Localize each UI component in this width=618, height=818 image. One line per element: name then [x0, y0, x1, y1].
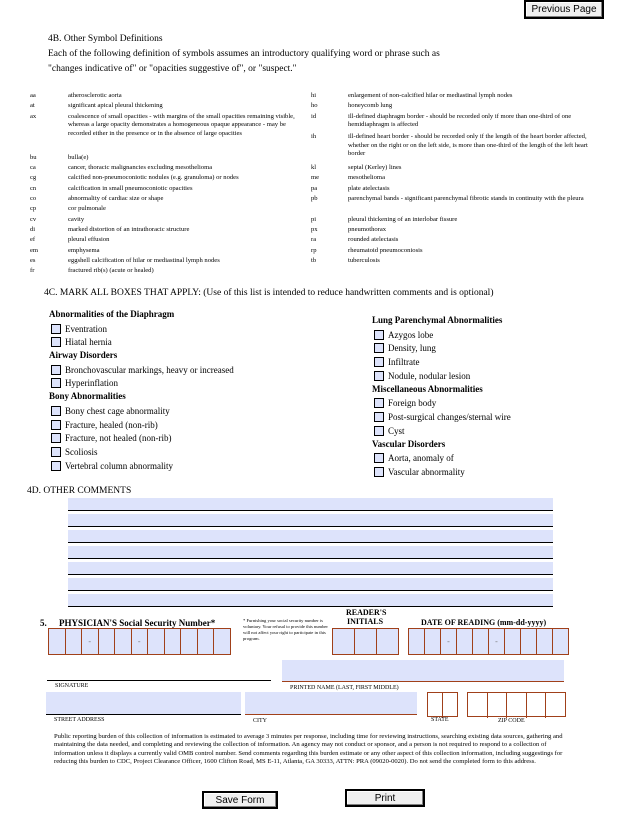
- character-box[interactable]: [443, 693, 457, 718]
- checkbox-label: Fracture, healed (non-rib): [65, 419, 158, 430]
- checkbox[interactable]: [374, 453, 384, 463]
- symbol-code: id: [311, 112, 317, 120]
- date-of-reading-label: DATE OF READING (mm-dd-yyyy): [421, 618, 547, 627]
- checkbox-item[interactable]: [374, 466, 465, 478]
- symbol-code: tb: [311, 256, 317, 264]
- symbol-code: pa: [311, 184, 318, 192]
- character-box[interactable]: [198, 629, 215, 654]
- readers-initials-label-2: INITIALS: [347, 617, 384, 626]
- checkbox-label: Vascular abnormality: [388, 466, 465, 477]
- symbol-definition: bulla(e): [68, 153, 89, 161]
- city-label: CITY: [253, 718, 267, 724]
- checkbox-label: Hiatal hernia: [65, 337, 112, 348]
- symbol-definition: eggshell calcification of hilar or mediastinal lymph nodes: [68, 256, 220, 264]
- character-box[interactable]: [148, 629, 165, 654]
- symbol-code: es: [30, 256, 36, 264]
- symbol-code: kl: [311, 164, 317, 172]
- checkbox[interactable]: [51, 324, 61, 334]
- symbol-definition: coalescence of small opacities - with margins of the small opacities remaining visible, whereas a large opacity demonstrates a homogeneous opaque appearance - may be recorded either in the presence or in the absence of large opacities: [68, 112, 295, 137]
- checkbox-category-heading: Lung Parenchymal Abnormalities: [372, 315, 503, 325]
- character-box[interactable]: [333, 629, 355, 654]
- character-box[interactable]: [49, 629, 66, 654]
- checkbox[interactable]: [374, 398, 384, 408]
- checkbox[interactable]: [51, 447, 61, 457]
- checkbox[interactable]: [374, 343, 384, 353]
- symbol-definition: significant apical pleural thickening: [68, 102, 163, 110]
- character-box[interactable]: -: [132, 629, 149, 654]
- zip-code-label: ZIP CODE: [498, 718, 525, 724]
- character-box[interactable]: [527, 693, 547, 718]
- symbol-definition: cancer, thoracic malignancies excluding mesothelioma: [68, 164, 213, 172]
- checkbox-item[interactable]: [51, 432, 171, 444]
- checkbox[interactable]: [374, 371, 384, 381]
- section-4b-title: 4B. Other Symbol Definitions: [48, 34, 163, 44]
- checkbox-item[interactable]: [374, 329, 433, 341]
- checkbox-item[interactable]: [51, 323, 107, 335]
- checkbox[interactable]: [51, 461, 61, 471]
- street-address-input[interactable]: [46, 692, 241, 715]
- street-address-label: STREET ADDRESS: [54, 717, 105, 723]
- character-box[interactable]: -: [82, 629, 99, 654]
- character-box[interactable]: [409, 629, 425, 654]
- section-4b-intro-line2: "changes indicative of" or "opacities suggestive of", or "suspect.": [48, 64, 297, 74]
- character-box[interactable]: [425, 629, 441, 654]
- symbol-code: pi: [311, 215, 317, 223]
- symbol-code: me: [311, 174, 320, 182]
- symbol-definition: tuberculosis: [348, 256, 380, 264]
- state-input-boxes[interactable]: [427, 692, 458, 717]
- comment-line-input[interactable]: [68, 530, 553, 543]
- character-box[interactable]: [521, 629, 537, 654]
- character-box[interactable]: [488, 693, 508, 718]
- checkbox[interactable]: [51, 433, 61, 443]
- checkbox-label: Bronchovascular markings, heavy or increased: [65, 364, 234, 375]
- checkbox-category-heading: Bony Abnormalities: [49, 391, 126, 402]
- checkbox-label: Post-surgical changes/sternal wire: [388, 412, 511, 422]
- zip-code-input-boxes[interactable]: [467, 692, 566, 717]
- checkbox[interactable]: [51, 378, 61, 388]
- checkbox[interactable]: [374, 330, 384, 340]
- symbol-code: cg: [30, 174, 37, 182]
- section-4c-title: 4C. MARK ALL BOXES THAT APPLY: (Use of this list is intended to reduce handwritten comments and is optional): [44, 288, 494, 298]
- checkbox-item[interactable]: [374, 370, 470, 382]
- symbol-definition: plate atelectasis: [348, 184, 390, 192]
- symbol-definition: pneumothorax: [348, 225, 387, 233]
- character-box[interactable]: [457, 629, 473, 654]
- checkbox-label: Vertebral column abnormality: [65, 460, 173, 471]
- checkbox-label: Foreign body: [388, 398, 437, 409]
- checkbox-label: Bony chest cage abnormality: [65, 405, 170, 416]
- character-box[interactable]: [553, 629, 568, 654]
- comment-line-input[interactable]: [68, 546, 553, 559]
- checkbox[interactable]: [51, 337, 61, 347]
- checkbox[interactable]: [51, 420, 61, 430]
- signature-label: SIGNATURE: [55, 683, 89, 689]
- comment-line-input[interactable]: [68, 594, 553, 607]
- character-box[interactable]: -: [441, 629, 457, 654]
- date-of-reading-boxes[interactable]: [408, 628, 569, 655]
- city-input[interactable]: [245, 692, 417, 715]
- symbol-definition: rheumatoid pneumoconiosis: [348, 246, 423, 254]
- symbol-definition: ill-defined diaphragm border - should be recorded only if more than one-third of one hemidiaphragm is affected: [348, 112, 572, 129]
- section-5-number: 5.: [40, 618, 47, 628]
- save-form-button[interactable]: Save Form: [202, 791, 278, 809]
- character-box[interactable]: [115, 629, 132, 654]
- character-box[interactable]: [377, 629, 398, 654]
- checkbox-label: Fracture, not healed (non-rib): [65, 433, 172, 444]
- checkbox[interactable]: [374, 467, 384, 477]
- symbol-code: at: [30, 102, 35, 110]
- checkbox-item[interactable]: [51, 336, 112, 348]
- symbol-code: hi: [311, 92, 317, 99]
- symbol-definition: calcified non-pneumoconiotic nodules (e.g. granuloma) or nodes: [68, 174, 239, 182]
- character-box[interactable]: [468, 693, 488, 718]
- character-box[interactable]: -: [489, 629, 505, 654]
- symbol-code: cn: [30, 184, 37, 192]
- symbol-definition: enlargement of non-calcified hilar or mediastinal lymph nodes: [348, 92, 513, 99]
- print-button[interactable]: Print: [345, 789, 425, 807]
- symbol-definition: abnormality of cardiac size or shape: [68, 195, 164, 202]
- checkbox-item[interactable]: [51, 446, 98, 458]
- ssn-input-boxes[interactable]: [48, 628, 231, 655]
- symbol-code: aa: [30, 92, 36, 99]
- character-box[interactable]: [505, 629, 521, 654]
- checkbox-label: Nodule, nodular lesion: [388, 370, 471, 381]
- symbol-definition: cor pulmonale: [68, 205, 106, 213]
- checkbox[interactable]: [51, 406, 61, 416]
- character-box[interactable]: [66, 629, 83, 654]
- checkbox-item[interactable]: [374, 356, 419, 368]
- character-box[interactable]: [507, 693, 527, 718]
- character-box[interactable]: [546, 693, 565, 718]
- checkbox-item[interactable]: [374, 411, 511, 423]
- readers-initials-label-1: READER'S: [346, 608, 387, 617]
- readers-initials-boxes[interactable]: [332, 628, 399, 655]
- character-box[interactable]: [165, 629, 182, 654]
- checkbox-category-heading: Vascular Disorders: [372, 438, 446, 449]
- checkbox-item[interactable]: [374, 342, 436, 354]
- checkbox[interactable]: [374, 412, 384, 422]
- comment-line-input[interactable]: [68, 514, 553, 527]
- section-4b-intro-line1: Each of the following definition of symbols assumes an introductory qualifying word or phrase such as: [48, 49, 440, 59]
- symbol-definition: fractured rib(s) (acute or healed): [68, 267, 154, 275]
- character-box[interactable]: [473, 629, 489, 654]
- checkbox-item[interactable]: [374, 452, 454, 464]
- checkbox-item[interactable]: [51, 405, 170, 417]
- checkbox-label: Scoliosis: [65, 447, 98, 458]
- symbol-definition: marked distortion of an intrathoracic structure: [68, 225, 190, 233]
- checkbox-label: Cyst: [388, 425, 405, 436]
- printed-name-input[interactable]: [282, 660, 564, 682]
- comment-line-input[interactable]: [68, 562, 553, 575]
- symbol-code: fr: [30, 267, 35, 275]
- symbol-code: di: [30, 225, 36, 233]
- symbol-code: px: [311, 225, 318, 233]
- symbol-definition: cavity: [68, 215, 85, 223]
- checkbox-item[interactable]: [51, 377, 118, 389]
- character-box[interactable]: [99, 629, 116, 654]
- symbol-definition: mesothelioma: [348, 174, 385, 182]
- symbol-code: rp: [311, 246, 317, 254]
- symbol-definition: septal (Kerley) lines: [348, 164, 402, 172]
- symbol-code: pb: [311, 195, 318, 202]
- checkbox[interactable]: [374, 357, 384, 367]
- checkbox-item[interactable]: [51, 364, 234, 376]
- symbol-code: ca: [30, 164, 36, 172]
- character-box[interactable]: [214, 629, 230, 654]
- ssn-label: PHYSICIAN'S Social Security Number*: [59, 618, 216, 628]
- state-label: STATE: [431, 717, 449, 723]
- checkbox-category-heading: Miscellaneous Abnormalities: [372, 383, 483, 394]
- symbol-code: bu: [30, 153, 37, 161]
- comment-line-input[interactable]: [68, 578, 553, 591]
- checkbox-category-heading: Airway Disorders: [49, 350, 118, 361]
- symbol-code: co: [30, 195, 37, 202]
- ssn-voluntary-note: * Furnishing your social security number is voluntary. Your refusal to provide this number will not affect your right to participate in this program.: [243, 618, 328, 641]
- symbol-code: ho: [311, 102, 318, 110]
- symbol-code: ra: [311, 236, 317, 244]
- symbol-code: ax: [30, 112, 37, 120]
- printed-name-label: PRINTED NAME (LAST, FIRST MIDDLE): [290, 685, 399, 691]
- signature-line[interactable]: [47, 680, 271, 681]
- checkbox-item[interactable]: [374, 425, 405, 437]
- character-box[interactable]: [537, 629, 553, 654]
- checkbox-label: Density, lung: [388, 343, 436, 354]
- checkbox-label: Hyperinflation: [65, 378, 118, 389]
- symbol-definition: emphysema: [68, 246, 100, 254]
- symbol-code: em: [30, 246, 39, 254]
- symbol-definition: atherosclerotic aorta: [68, 92, 122, 99]
- comment-line-input[interactable]: [68, 498, 553, 511]
- symbol-code: cv: [30, 215, 37, 223]
- checkbox-label: Aorta, anomaly of: [388, 453, 454, 464]
- checkbox-item[interactable]: [51, 460, 173, 472]
- symbol-code: ef: [30, 236, 36, 244]
- checkbox-label: Infiltrate: [388, 357, 420, 368]
- checkbox-category-heading: Abnormalities of the Diaphragm: [49, 309, 175, 319]
- checkbox-label: Azygos lobe: [388, 329, 434, 340]
- symbol-definition: pleural effusion: [68, 236, 110, 244]
- checkbox-item[interactable]: [51, 419, 158, 431]
- checkbox-item[interactable]: [374, 397, 436, 409]
- character-box[interactable]: [428, 693, 443, 718]
- burden-statement: Public reporting burden of this collection of information is estimated to average 3 minutes per response, including time for reviewing instructions, searching existing data sources, gathering and maintaining the data needed, and completing and reviewing the collection of information. An agency may not conduct or sponsor, and a person is not required to respond to a collection of information unless it displays a currently valid OMB control number. Send comments regarding this burden estimate or any other aspect of this collection information, including suggestings for reducing this burden to CDC, Project Clearance Officer, 1600 Clifton Road, MS E-11, Atlanta, GA 30333, ATTN: PRA (09020-0020). Do not send the completed form to this address.: [54, 733, 563, 765]
- checkbox[interactable]: [51, 365, 61, 375]
- previous-page-button[interactable]: Previous Page: [524, 0, 604, 19]
- symbol-code: cp: [30, 205, 37, 213]
- checkbox[interactable]: [374, 426, 384, 436]
- symbol-definition: ill-defined heart border - should be recorded only if the length of the heart border affected, whether on the right or on the left side, is more than one-third of the length of the left heart border: [348, 133, 588, 158]
- symbol-definition: parenchymal bands - significant parenchymal fibrotic stands in continuity with the pleura: [348, 195, 584, 202]
- symbol-definition: calcification in small pneumoconiotic opacities: [68, 184, 193, 192]
- symbol-definition: honeycomb lung: [348, 102, 393, 110]
- section-4d-title: 4D. OTHER COMMENTS: [27, 486, 132, 496]
- symbol-definition: pleural thickening of an interlobar fissure: [348, 215, 458, 223]
- symbol-definition: rounded atelectasis: [348, 236, 399, 244]
- character-box[interactable]: [181, 629, 198, 654]
- character-box[interactable]: [355, 629, 377, 654]
- checkbox-label: Eventration: [65, 323, 107, 334]
- symbol-code: ih: [311, 133, 317, 141]
